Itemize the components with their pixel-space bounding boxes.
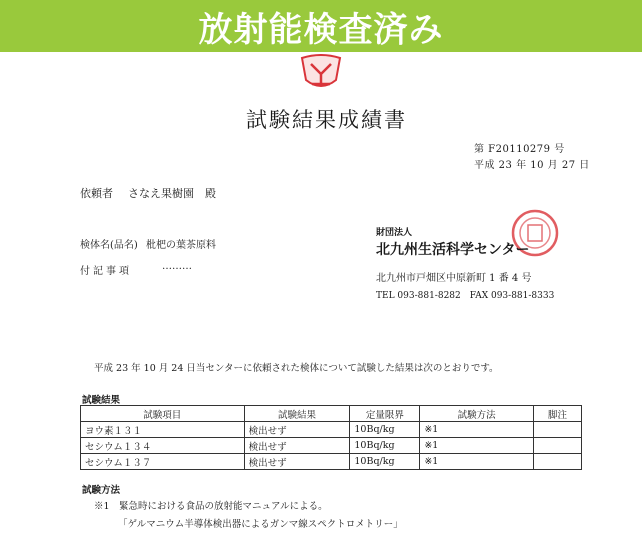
cell-footnote — [534, 454, 582, 470]
results-header-row — [81, 406, 582, 422]
organization-address: 北九州市戸畑区中原新町 1 番 4 号 — [376, 273, 532, 284]
cell-footnote — [534, 438, 582, 454]
results-table — [80, 405, 582, 470]
emblem-logo — [296, 54, 346, 94]
client-label: 依頼者 — [80, 187, 113, 200]
cell-method: ※1 — [420, 438, 534, 454]
table-row — [81, 422, 582, 438]
banner-title: 放射能検査済み — [198, 9, 444, 50]
results-section-label: 試験結果 — [82, 395, 121, 406]
cell-test-result: 検出せず — [244, 422, 350, 438]
cell-test-item: セシウム１３７ — [81, 454, 245, 470]
cell-test-item: ヨウ素１３１ — [81, 422, 245, 438]
cell-footnote — [534, 422, 582, 438]
cell-method: ※1 — [420, 454, 534, 470]
organization-phone-fax: TEL 093-881-8282 FAX 093-881-8333 — [376, 291, 555, 301]
header-test-method: 試験方法 — [420, 406, 534, 422]
organization-type: 財団法人 — [376, 228, 413, 238]
cell-method: ※1 — [420, 422, 534, 438]
header-test-item: 試験項目 — [81, 406, 245, 422]
method-section-label: 試験方法 — [82, 485, 121, 496]
document-date: 平成 23 年 10 月 27 日 — [474, 160, 590, 171]
cell-limit: 10Bq/kg — [350, 454, 420, 470]
method-detail: 「ゲルマニウム半導体検出器によるガンマ線スペクトロメトリー」 — [118, 519, 403, 530]
client-value: さなえ果樹園 殿 — [128, 187, 216, 200]
header-banner — [0, 0, 642, 52]
header-quantification-limit: 定量限界 — [350, 406, 420, 422]
notes-value: ……… — [162, 261, 192, 272]
document-title: 試験結果成績書 — [246, 108, 407, 132]
table-row — [81, 438, 582, 454]
sample-label: 検体名(品名) — [80, 240, 138, 251]
intro-sentence: 平成 23 年 10 月 24 日当センターに依頼された検体について試験した結果は次のとおりです。 — [94, 363, 499, 374]
cell-limit: 10Bq/kg — [350, 438, 420, 454]
organization-name: 北九州生活科学センター — [376, 242, 530, 258]
cell-test-result: 検出せず — [244, 454, 350, 470]
cell-test-item: セシウム１３４ — [81, 438, 245, 454]
table-row — [81, 454, 582, 470]
header-test-result: 試験結果 — [244, 406, 350, 422]
sample-value: 枇杷の葉茶原料 — [146, 240, 216, 251]
method-note: ※1 緊急時における食品の放射能マニュアルによる。 — [94, 501, 328, 512]
cell-limit: 10Bq/kg — [350, 422, 420, 438]
cell-test-result: 検出せず — [244, 438, 350, 454]
document-number: 第 F20110279 号 — [474, 144, 565, 155]
header-footnote: 脚注 — [534, 406, 582, 422]
notes-label: 付記事項 — [80, 266, 132, 277]
